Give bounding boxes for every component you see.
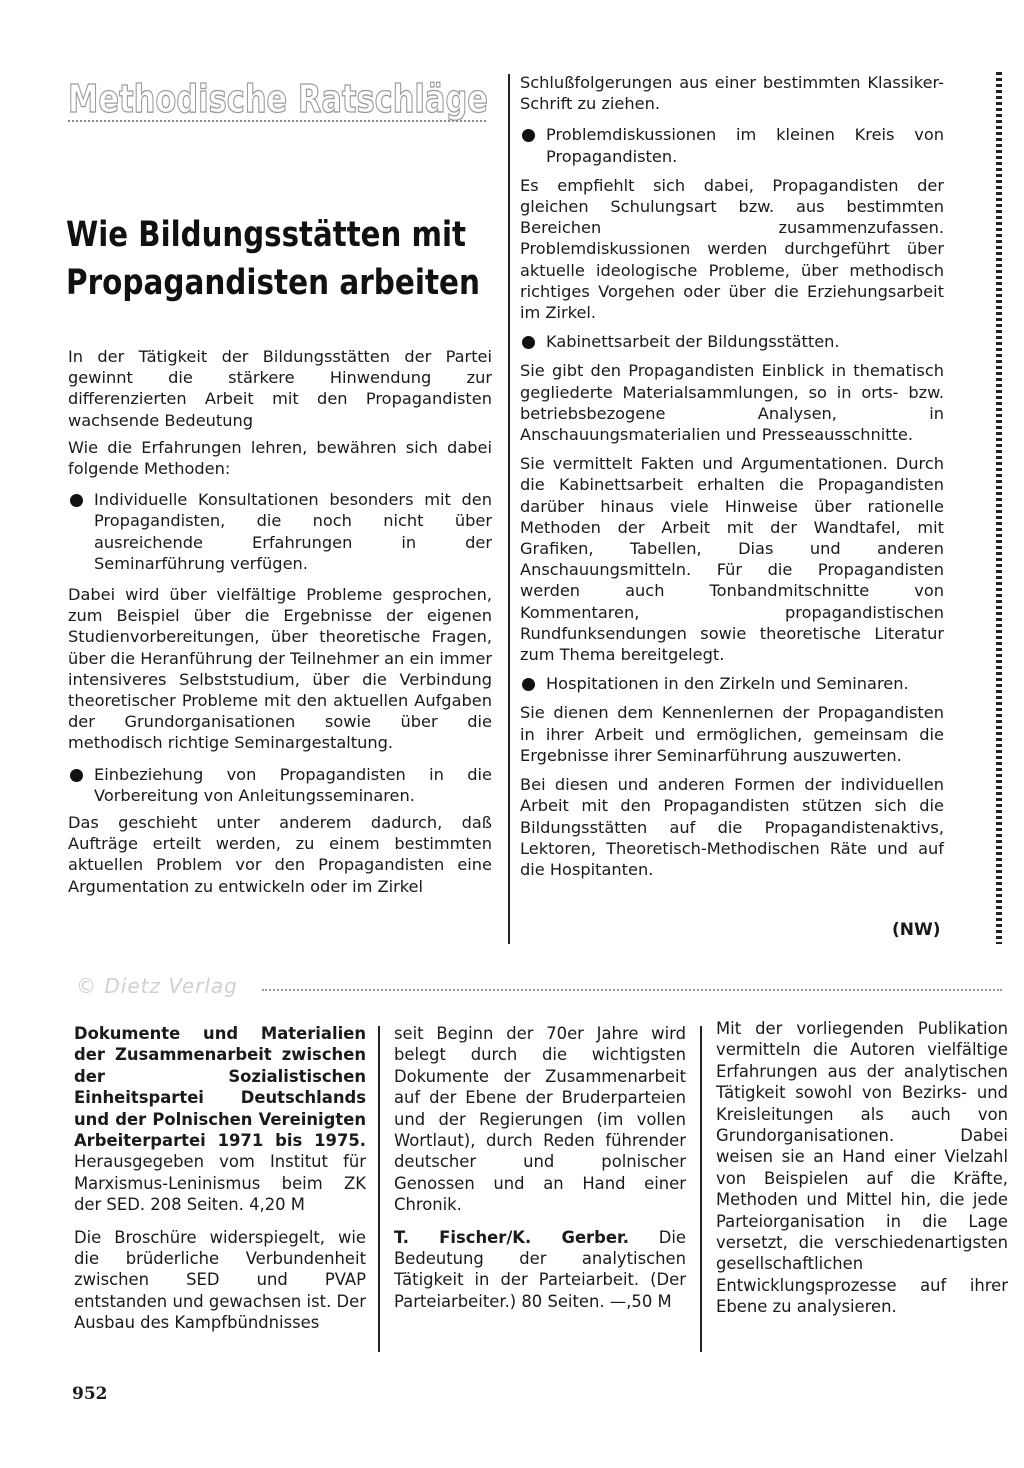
article-column-right xyxy=(520,72,944,880)
bullet-point xyxy=(520,673,944,694)
book-2-entry xyxy=(394,1227,686,1313)
rubric-text: Methodische Ratschläge xyxy=(68,77,488,121)
paragraph-text: In der Tätigkeit der Bildungsstätten der Partei gewinnt die stärkere Hinwendung zur differenzierten Arbeit mit den Propagandisten wachsende Bedeutung xyxy=(68,347,492,430)
rubric-rule xyxy=(68,120,486,122)
book-2-review: Mit der vorliegenden Publikation vermitteln die Autoren vielfältige Erfahrungen aus der analytischen Tätigkeit sowohl von Bezirks- und Kreisleitungen als auch von Grundorganisationen. Dabei weisen sie an Hand einer Vielzahl von Beispielen auf die Kräfte, Methoden und Mittel hin, die jede Parteiorganisation in die Lage versetzt, die verschiedenartigsten gesellschaftlichen Entwicklungsprozesse auf ihrer Ebene zu analysieren. xyxy=(716,1019,1008,1317)
paragraph xyxy=(520,453,944,665)
paragraph-text: Das geschieht unter anderem dadurch, daß Aufträge erteilt werden, zu einem bestimmten aktuellen Problem vor den Propagandisten eine Argumentation zu entwickeln oder im Zirkel xyxy=(68,813,492,896)
book-1-review-part-b: seit Beginn der 70er Jahre wird belegt durch die wichtigsten Dokumente der Zusammenarbeit auf der Ebene der Bruderparteien und der Regierungen (im vollen Wortlaut), durch Reden führender deutscher und polnischer Genossen und an Hand einer Chronik. xyxy=(394,1024,686,1215)
perforated-edge xyxy=(996,72,1002,944)
paragraph-text: Sie dienen dem Kennenlernen der Propagandisten in ihrer Arbeit und ermöglichen, gemeinsam die Ergebnisse ihrer Seminarführung auszuwerten. xyxy=(520,703,944,765)
bullet-text: Kabinettsarbeit der Bildungsstätten. xyxy=(546,332,840,352)
paragraph-text: Bei diesen und anderen Formen der individuellen Arbeit mit den Propagandisten stützen sich die Bildungsstätten auf die Propagandistenaktivs, Lektoren, Theoretisch-Methodischen Räte und auf die Hospitanten. xyxy=(520,775,944,879)
bullet-text: Einbeziehung von Propagandisten in die Vorbereitung von Anleitungsseminaren. xyxy=(94,764,492,805)
book-2-title: T. Fischer/K. Gerber. xyxy=(394,1227,629,1247)
bullet-point xyxy=(520,124,944,166)
book-1-entry xyxy=(74,1023,366,1216)
review-column-3 xyxy=(716,1018,1008,1318)
paragraph-text: Sie vermittelt Fakten und Argumentationen. Durch die Kabinettsarbeit erhalten die Propagandisten darüber hinaus viele Hinweise über rationelle Methoden der Arbeit mit der Wandtafel, mit Grafiken, Tabellen, Dias und anderen Anschauungsmitteln. Für die Propagandisten werden auch Tonbandmitschnitte von Kommentaren, propagandistischen Rundfunksendungen sowie theoretische Literatur zum Thema bereitgelegt. xyxy=(520,454,944,665)
bullet-icon xyxy=(70,769,83,782)
bullet-icon xyxy=(522,336,535,349)
title-line-1: Wie Bildungsstätten mit xyxy=(66,215,466,255)
book-1-title: Dokumente und Materialien der Zusammenarbeit zwischen der Sozialistischen Einheitspartei Deutschlands und der Polnischen Vereinigten Arbeiterpartei 1971 bis 1975. xyxy=(74,1024,366,1151)
paragraph xyxy=(520,360,944,445)
review-divider-1 xyxy=(378,1026,380,1352)
watermark-rule xyxy=(262,989,1002,991)
column-divider xyxy=(508,74,510,944)
bullet-text: Problemdiskussionen im kleinen Kreis von Propagandisten. xyxy=(546,125,944,166)
paragraph xyxy=(520,175,944,323)
page-number: 952 xyxy=(72,1384,108,1404)
bullet-icon xyxy=(522,129,535,142)
paragraph xyxy=(520,72,944,114)
book-2-details: Die Bedeutung der analytischen Tätigkeit in der Parteiarbeit. (Der Parteiarbeiter.) 80 Seiten. —,50 M xyxy=(394,1227,686,1311)
bullet-icon xyxy=(522,678,535,691)
watermark: © Dietz Verlag xyxy=(76,974,238,998)
book-1-details: Herausgegeben vom Institut für Marxismus-Leninismus beim ZK der SED. 208 Seiten. 4,20 M xyxy=(74,1152,366,1215)
bullet-point xyxy=(520,331,944,352)
review-divider-2 xyxy=(700,1026,702,1352)
paragraph xyxy=(68,437,492,479)
paragraph xyxy=(68,584,492,754)
paragraph-text: Dabei wird über vielfältige Probleme gesprochen, zum Beispiel über die Ergebnisse der eigenen Studienvorbereitungen, über theoretische Fragen, über die Heranführung der Teilnehmer an ein immer intensiveres Selbststudium, über die Verbindung theoretischer Probleme mit den aktuellen Aufgaben der Grundorganisationen sowie über die methodisch richtige Seminargestaltung. xyxy=(68,585,492,753)
paragraph xyxy=(68,346,492,431)
title-line-2: Propagandisten arbeiten xyxy=(66,263,480,303)
signature: (NW) xyxy=(892,920,941,940)
paragraph-text: Wie die Erfahrungen lehren, bewähren sich dabei folgende Methoden: xyxy=(68,437,492,479)
article-column-left xyxy=(68,346,492,897)
paragraph-text: Schlußfolgerungen aus einer bestimmten Klassiker-Schrift zu ziehen. xyxy=(520,73,944,114)
rubric-heading xyxy=(66,72,496,122)
paragraph xyxy=(520,702,944,766)
article-title xyxy=(64,210,494,310)
bullet-icon xyxy=(70,494,83,507)
bullet-point xyxy=(68,489,492,574)
paragraph-text: Es empfiehlt sich dabei, Propagandisten der gleichen Schulungsart bzw. aus bestimmten Bereichen zusammenzufassen. Problemdiskussionen werden durchgeführt über aktuelle ideologische Probleme, über methodisch richtiges Vorgehen oder über die Erziehungsarbeit im Zirkel. xyxy=(520,175,944,323)
review-column-2 xyxy=(394,1023,686,1312)
paragraph xyxy=(68,812,492,897)
paragraph-text: Sie gibt den Propagandisten Einblick in thematisch gegliederte Materialsammlungen, so in orts- bzw. betriebsbezogene Analysen, in Anschauungsmaterialien und Presseausschnitte. xyxy=(520,361,944,445)
paragraph xyxy=(520,774,944,880)
bullet-text: Hospitationen in den Zirkeln und Seminaren. xyxy=(546,674,909,694)
book-1-review-part-a: Die Broschüre widerspiegelt, wie die brüderliche Verbundenheit zwischen SED und PVAP entstanden und gewachsen ist. Der Ausbau des Kampfbündnisses xyxy=(74,1227,366,1333)
bullet-point xyxy=(68,764,492,806)
review-column-1 xyxy=(74,1023,366,1334)
bullet-text: Individuelle Konsultationen besonders mit den Propagandisten, die noch nicht über ausreichende Erfahrungen in der Seminarführung verfügen. xyxy=(94,490,492,573)
